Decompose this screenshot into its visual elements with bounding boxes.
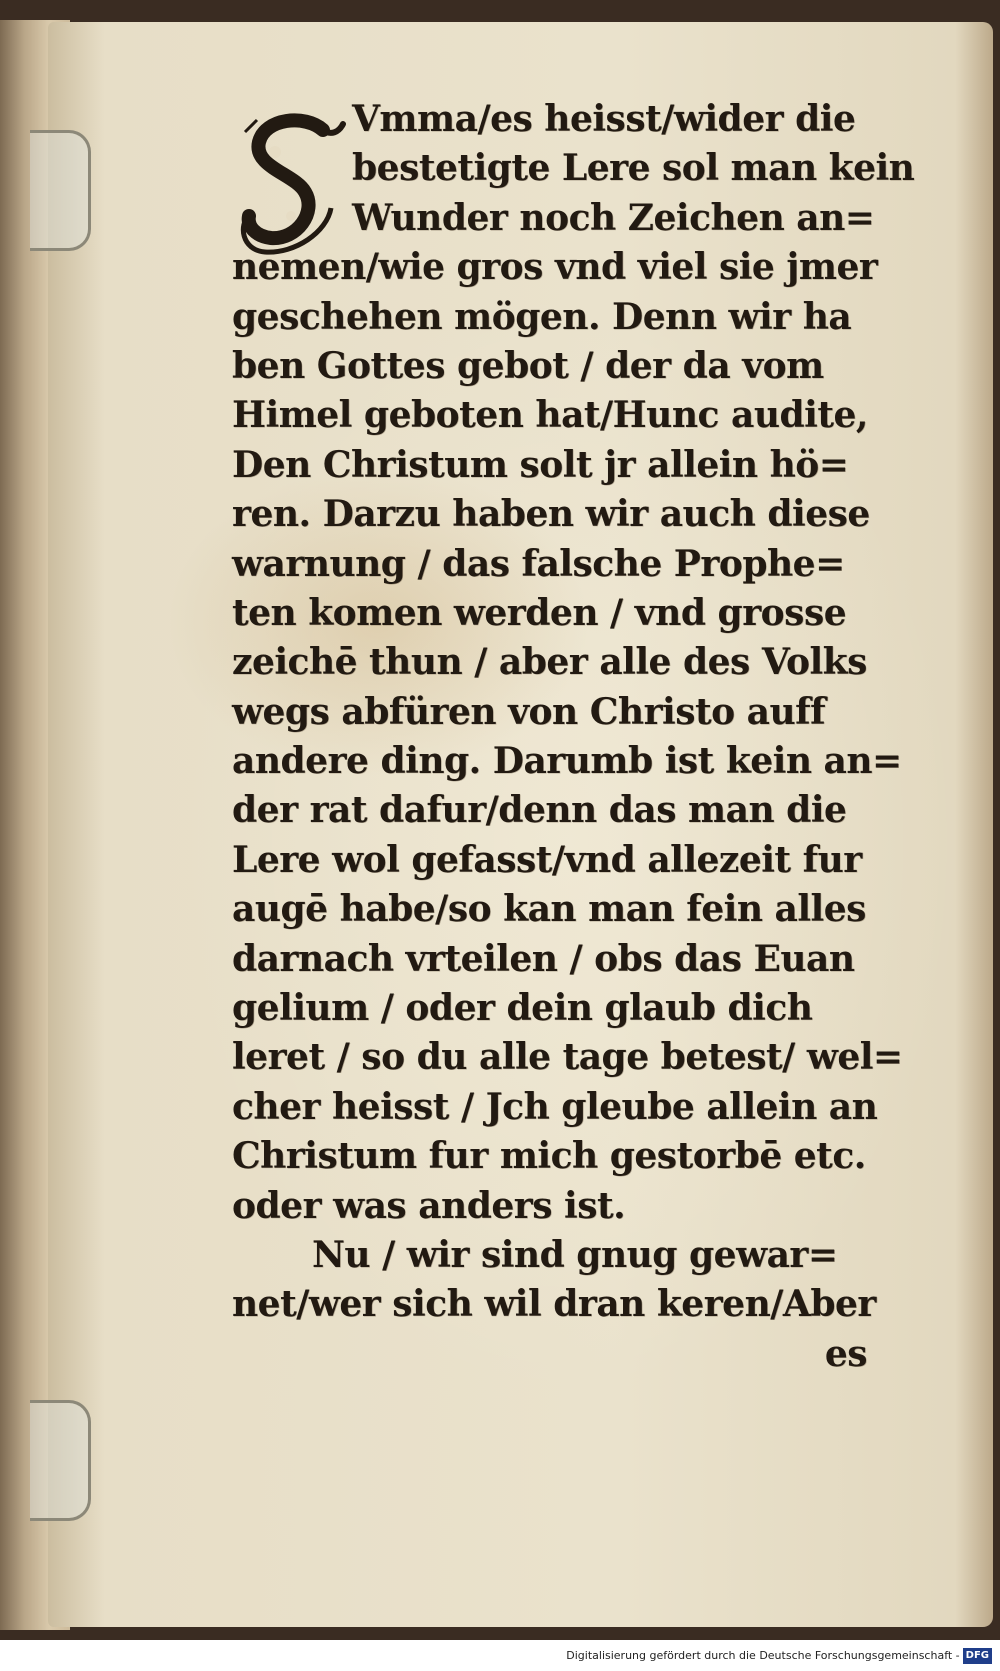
text-line: leret / so du alle tage betest/ wel= — [232, 1036, 903, 1079]
page-clip-bottom — [30, 1400, 91, 1521]
text-line: Den Christum solt jr allein hö= — [232, 443, 849, 486]
text-line: ten komen werden / vnd grosse — [232, 591, 847, 634]
text-line: gelium / oder dein glaub dich — [232, 987, 813, 1030]
text-line: cher heisst / Jch gleube allein an — [232, 1085, 878, 1128]
text-line: ren. Darzu haben wir auch diese — [232, 493, 870, 536]
text-line: Christum fur mich gestorbē etc. — [232, 1135, 866, 1178]
footer-text: Digitalisierung gefördert durch die Deutsche Forschungsgemeinschaft - — [566, 1649, 960, 1662]
text-line: andere ding. Darumb ist kein an= — [232, 740, 902, 783]
text-line: Nu / wir sind gnug gewar= — [312, 1233, 838, 1276]
text-line: Lere wol gefasst/vnd allezeit fur — [232, 838, 862, 881]
catchword: es — [824, 1332, 867, 1375]
text-line: zeichē thun / aber alle des Volks — [232, 641, 867, 684]
text-line: der rat dafur/denn das man die — [232, 789, 847, 832]
dfg-logo: DFG — [963, 1648, 992, 1664]
text-line: augē habe/so kan man fein alles — [232, 888, 866, 931]
text-line: Vmma/es heisst/wider die — [352, 98, 856, 140]
text-block — [232, 95, 915, 1379]
text-line: darnach vrteilen / obs das Euan — [232, 937, 855, 980]
text-line: Wunder noch Zeichen an= — [352, 196, 875, 239]
text-line: net/wer sich wil dran keren/Aber — [232, 1283, 876, 1326]
page-clip-top — [30, 130, 91, 251]
text-line: warnung / das falsche Prophe= — [232, 542, 845, 585]
text-line: ben Gottes gebot / der da vom — [232, 344, 824, 387]
text-line: bestetigte Lere sol man kein — [352, 147, 915, 190]
text-line: Himel geboten hat/Hunc audite, — [232, 394, 868, 437]
text-line: geschehen mögen. Denn wir ha — [232, 295, 852, 338]
text-line: oder was anders ist. — [232, 1184, 626, 1227]
text-line: nemen/wie gros vnd viel sie jmer — [232, 246, 878, 289]
text-line: wegs abfüren von Christo auff — [232, 690, 826, 733]
digitization-footer — [0, 1645, 992, 1667]
